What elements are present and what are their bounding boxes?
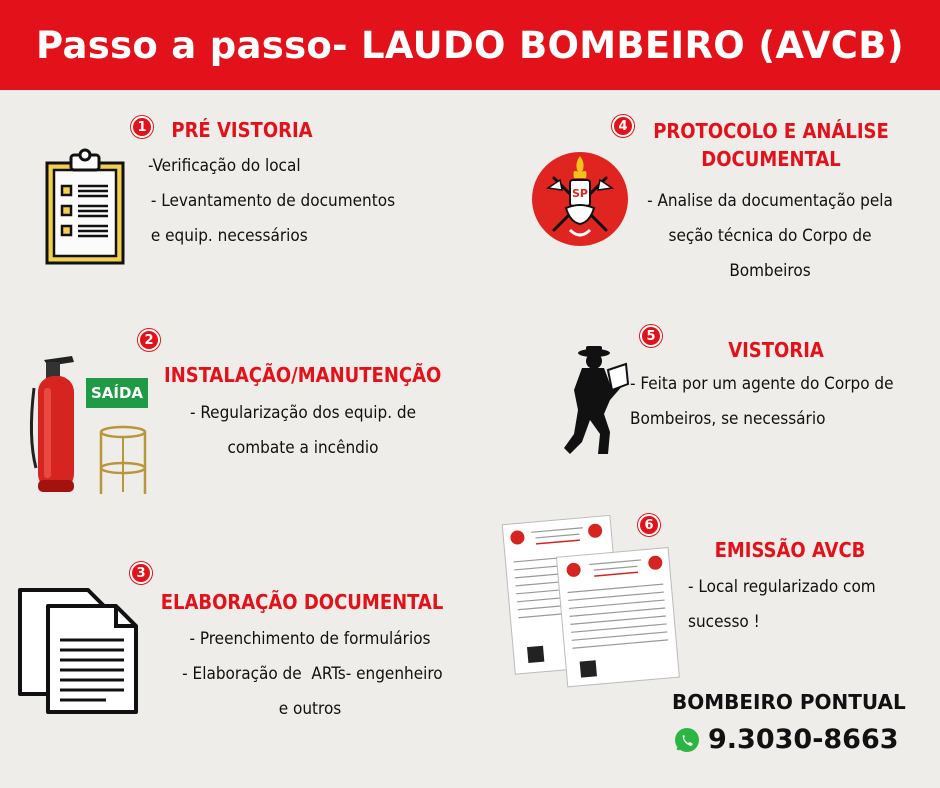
whatsapp-icon	[674, 727, 700, 753]
step-2-line: - Regularização dos equip. de	[189, 403, 417, 423]
step-3-description	[164, 622, 456, 727]
step-2-description	[166, 396, 440, 466]
exit-sign-icon	[86, 378, 148, 408]
svg-text:SP: SP	[572, 187, 588, 200]
brand-name: BOMBEIRO PONTUAL	[672, 690, 906, 714]
step-6-line: sucesso !	[688, 612, 760, 632]
step-5-number-badge: 5	[640, 325, 662, 347]
step-1-line: -Verificação do local	[148, 156, 301, 176]
step-3-line: - Preenchimento de formulários	[189, 629, 431, 649]
step-3-number-badge: 3	[130, 562, 152, 584]
step-6-line: - Local regularizado com	[688, 577, 876, 597]
page-title: Passo a passo- LAUDO BOMBEIRO (AVCB)	[36, 23, 904, 67]
step-5-line: - Feita por um agente do Corpo de	[630, 374, 894, 394]
step-2-line: combate a incêndio	[227, 438, 379, 458]
step-2-number-badge: 2	[138, 329, 160, 351]
clipboard-icon	[44, 146, 126, 266]
phone-contact[interactable]	[674, 724, 899, 755]
step-5-description	[630, 367, 894, 437]
step-4-line: Bombeiros	[729, 261, 811, 281]
step-1-line: - Levantamento de documentos	[146, 191, 396, 211]
step-6-description	[688, 570, 876, 640]
step-1-title: PRÉ VISTORIA	[171, 118, 313, 142]
step-3-line: - Elaboração de ARTs- engenheiro	[177, 664, 443, 684]
step-1-line: e equip. necessários	[146, 226, 308, 246]
step-5-title: VISTORIA	[728, 338, 824, 362]
fire-department-emblem-icon	[530, 150, 630, 248]
step-2-title: INSTALAÇÃO/MANUTENÇÃO	[164, 363, 442, 387]
step-4-line: - Analise da documentação pela	[647, 191, 893, 211]
step-4-number-badge: 4	[612, 115, 634, 137]
header-banner	[0, 0, 940, 90]
inspector-silhouette-icon	[560, 344, 630, 458]
step-5-line: Bombeiros, se necessário	[630, 409, 826, 429]
step-4-title-line: DOCUMENTAL	[701, 147, 841, 171]
fire-extinguisher-icon	[24, 348, 86, 496]
step-3-title: ELABORAÇÃO DOCUMENTAL	[160, 590, 444, 614]
step-4-title	[646, 117, 896, 173]
step-1-description	[146, 149, 395, 254]
step-4-title-line: PROTOCOLO E ANÁLISE	[653, 119, 889, 143]
step-6-number-badge: 6	[638, 514, 660, 536]
step-4-line: seção técnica do Corpo de	[668, 226, 872, 246]
extinguisher-stand-icon	[96, 424, 150, 498]
documents-icon	[16, 586, 142, 718]
exit-sign-text: SAÍDA	[90, 384, 144, 402]
step-4-description	[636, 184, 904, 289]
step-1-number-badge: 1	[131, 116, 153, 138]
step-6-title: EMISSÃO AVCB	[714, 538, 866, 562]
certificate-documents-icon	[500, 508, 690, 688]
step-3-line: e outros	[278, 699, 342, 719]
phone-number: 9.3030-8663	[708, 724, 899, 755]
